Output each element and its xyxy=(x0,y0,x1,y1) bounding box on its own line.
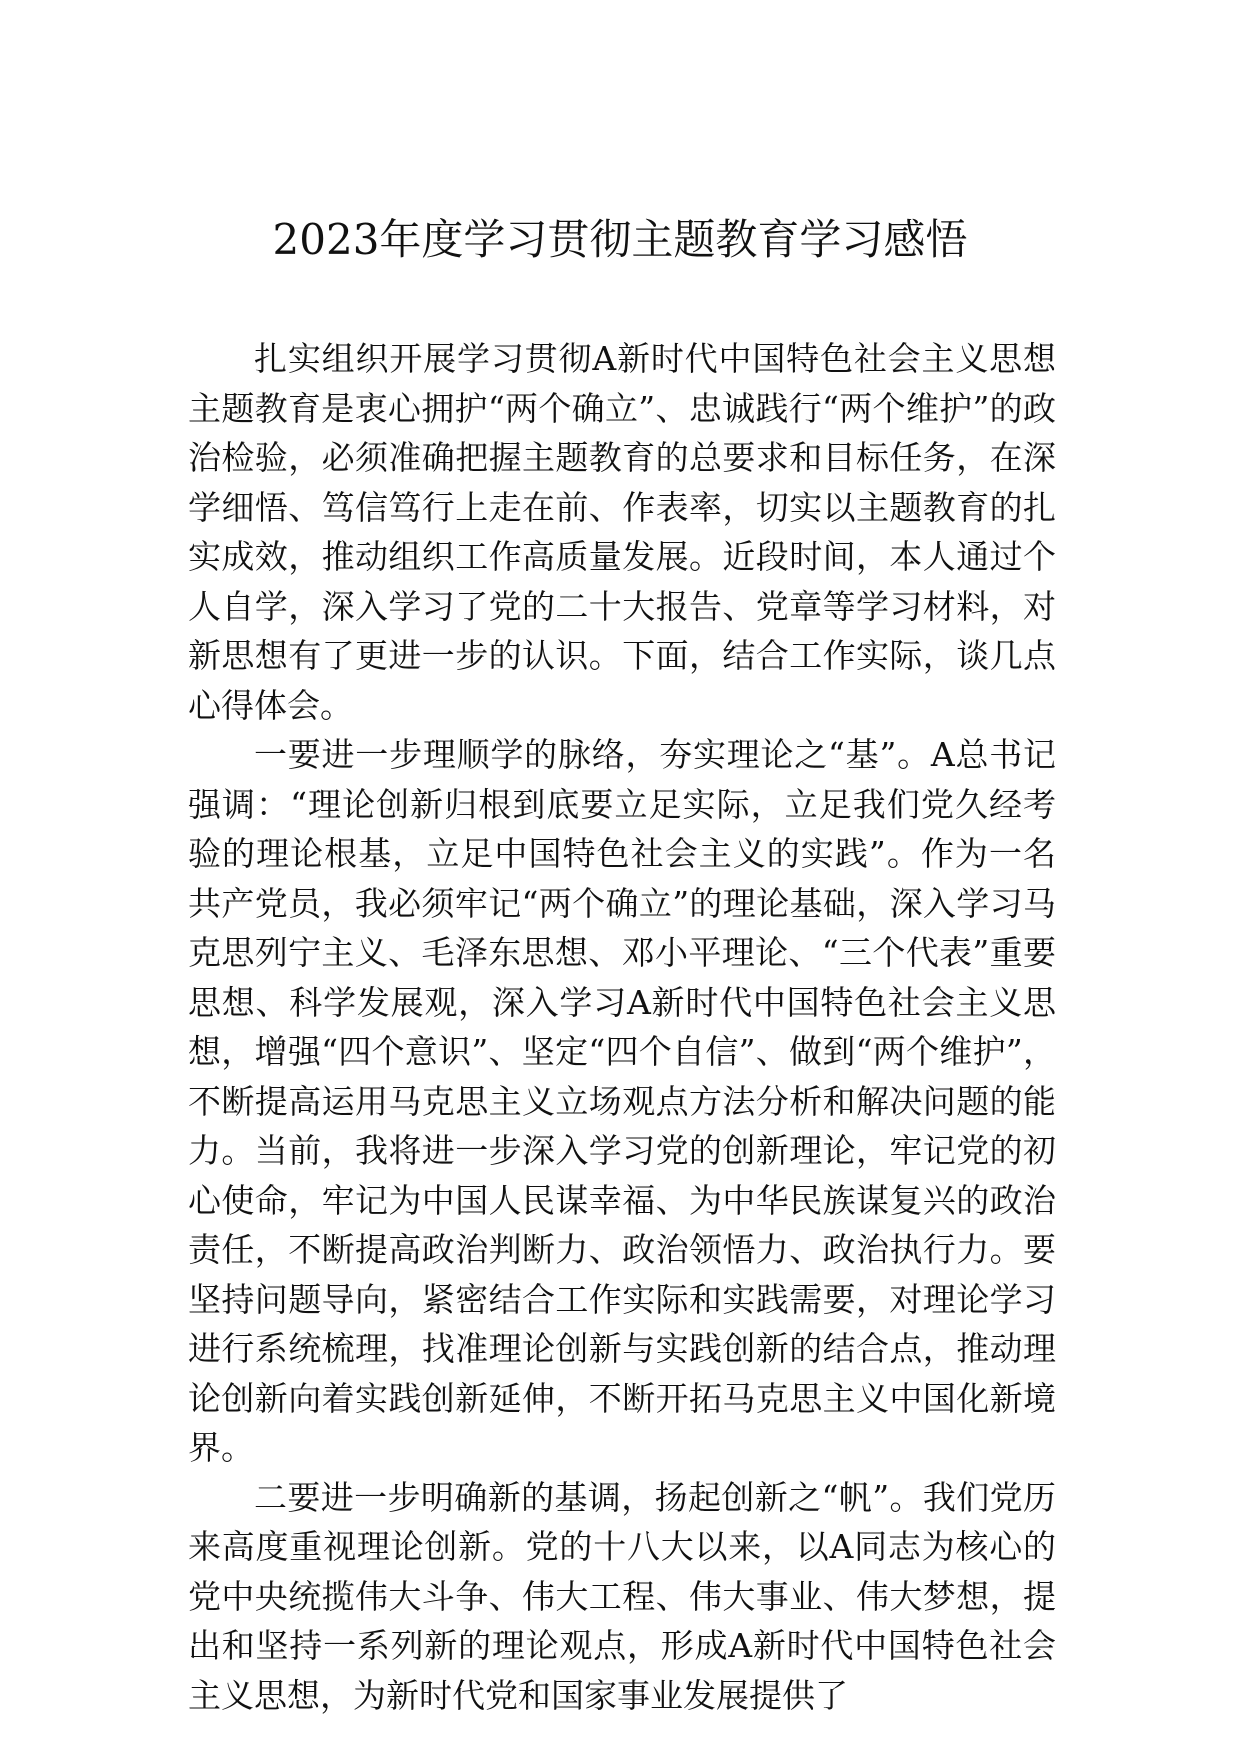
paragraph-point-two: 二要进一步明确新的基调，扬起创新之“帆”。我们党历来高度重视理论创新。党的十八大以来，以A同志为核心的党中央统揽伟大斗争、伟大工程、伟大事业、伟大梦想，提出和坚持一系列新的理论观点，形成A新时代中国特色社会主义思想，为新时代党和国家事业发展提供了 xyxy=(188,1477,1056,1715)
document-title: 2023年度学习贯彻主题教育学习感悟 xyxy=(272,215,968,264)
paragraph-intro: 扎实组织开展学习贯彻A新时代中国特色社会主义思想主题教育是衷心拥护“两个确立”、忠诚践行“两个维护”的政治检验，必须准确把握主题教育的总要求和目标任务，在深学细悟、笃信笃行上走在前、作表率，切实以主题教育的扎实成效，推动组织工作高质量发展。近段时间，本人通过个人自学，深入学习了党的二十大报告、党章等学习材料，对新思想有了更进一步的认识。下面，结合工作实际，谈几点心得体会。 xyxy=(188,339,1056,725)
document-body xyxy=(188,334,1056,1720)
paragraph-point-one: 一要进一步理顺学的脉络，夯实理论之“基”。A总书记强调：“理论创新归根到底要立足实际，立足我们党久经考验的理论根基，立足中国特色社会主义的实践”。作为一名共产党员，我必须牢记“两个确立”的理论基础，深入学习马克思列宁主义、毛泽东思想、邓小平理论、“三个代表”重要思想、科学发展观，深入学习A新时代中国特色社会主义思想，增强“四个意识”、坚定“四个自信”、做到“两个维护”，不断提高运用马克思主义立场观点方法分析和解决问题的能力。当前，我将进一步深入学习党的创新理论，牢记党的初心使命，牢记为中国人民谋幸福、为中华民族谋复兴的政治责任，不断提高政治判断力、政治领悟力、政治执行力。要坚持问题导向，紧密结合工作实际和实践需要，对理论学习进行系统梳理，找准理论创新与实践创新的结合点，推动理论创新向着实践创新延伸，不断开拓马克思主义中国化新境界。 xyxy=(188,735,1056,1467)
